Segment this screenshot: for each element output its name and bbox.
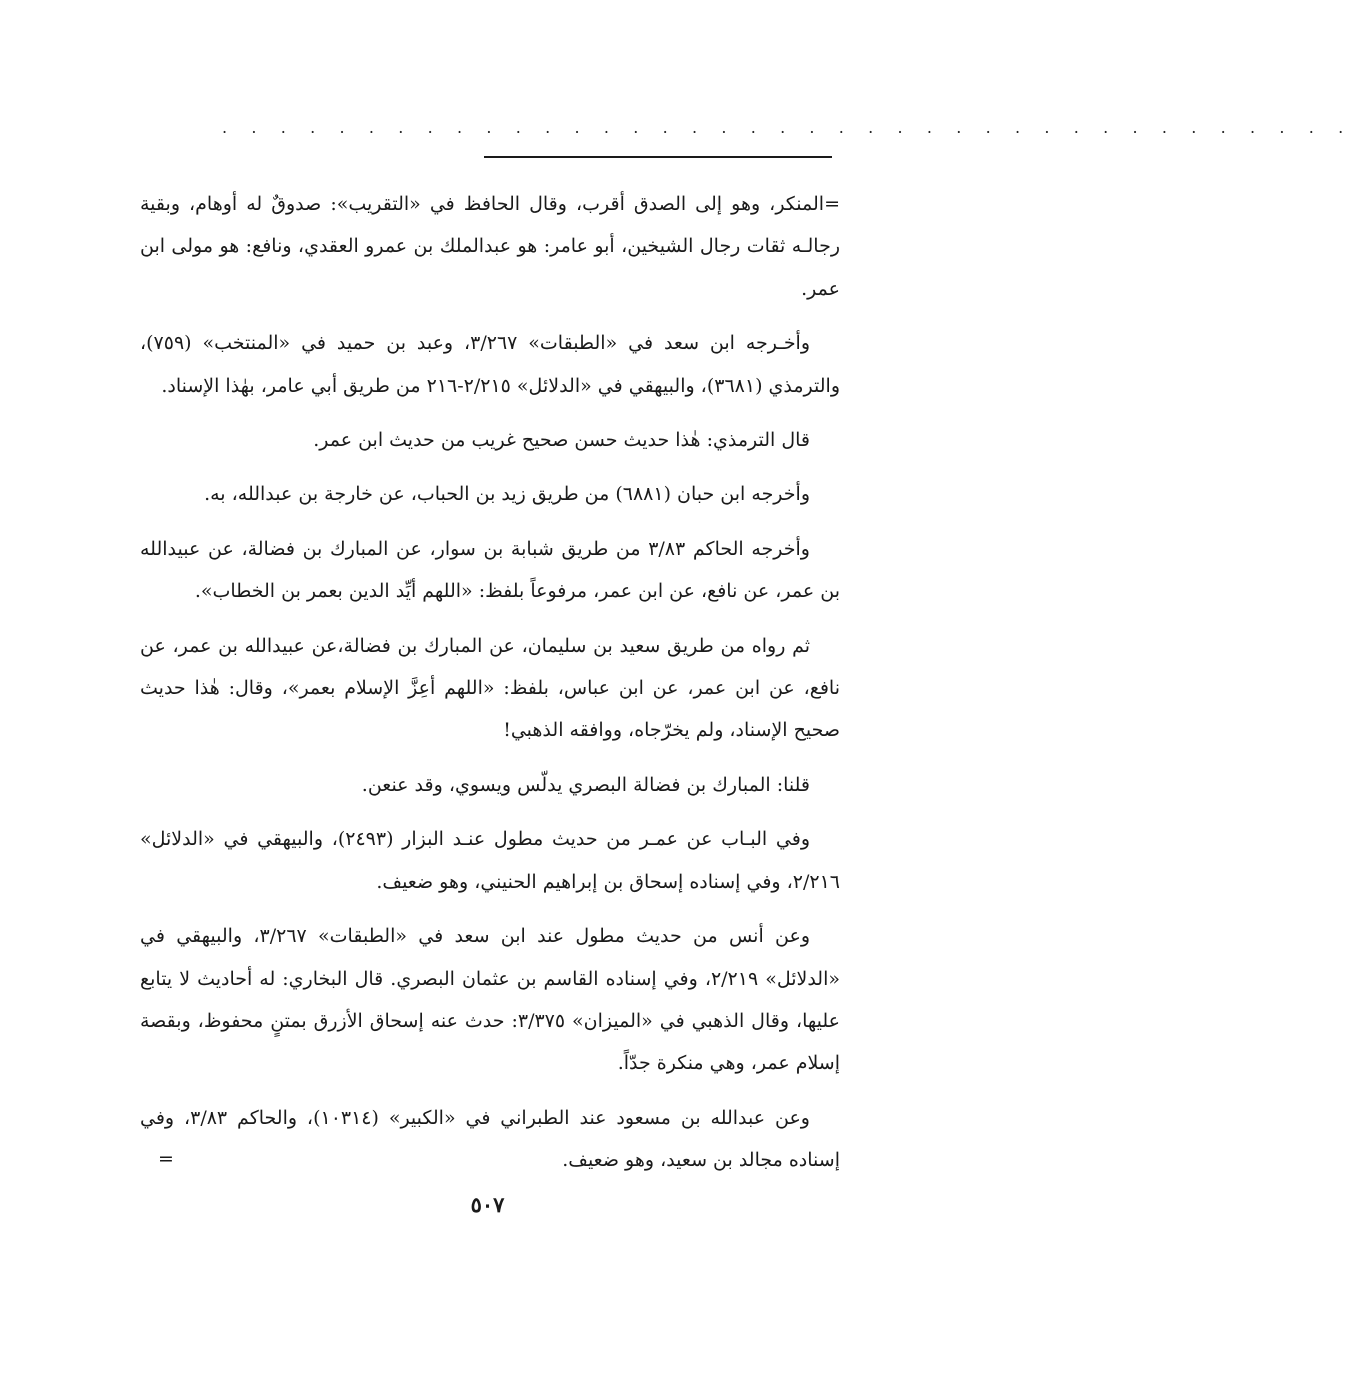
paragraph: قال الترمذي: هٰذا حديث حسن صحيح غريب من حديث ابن عمر. bbox=[313, 429, 810, 452]
paragraph: وأخـرجه ابن سعد في «الطبقات» ٣/٢٦٧، وعبد بن حميد في «المنتخب» (٧٥٩)، والترمذي (٣٦٨١)، والبيهقي في «الدلائل» ٢/٢١٥-٢١٦ من طريق أبي عامر، بهٰذا الإسناد. bbox=[140, 332, 840, 397]
paragraph: وأخرجه ابن حبان (٦٨٨١) من طريق زيد بن الحباب، عن خارجة بن عبدالله، به. bbox=[204, 483, 810, 506]
page-number: ٥٠٧ bbox=[470, 1192, 505, 1217]
separator-dots: . . . . . . . . . . . . . . . . . . . . . . . . . . . . . . . . . . . . . . . bbox=[222, 118, 1353, 137]
paragraph: وأخرجه الحاكم ٣/٨٣ من طريق شبابة بن سوار، عن المبارك بن فضالة، عن عبيدالله بن عمر، عن نافع، عن ابن عمر، مرفوعاً بلفظ: «اللهم أيِّد الدين بعمر بن الخطاب». bbox=[140, 537, 840, 603]
continuation-marker: = bbox=[158, 1148, 174, 1170]
paragraph: وعن أنس من حديث مطول عند ابن سعد في «الطبقات» ٣/٢٦٧، والبيهقي في «الدلائل» ٢/٢١٩، وفي إسناده القاسم بن عثمان البصري. قال البخاري: له أحاديث لا يتابع عليها، وقال الذهبي في «الميزان» ٣/٣٧٥: حدث عنه إسحاق الأزرق بمتنٍ محفوظ، وبقصة إسلام عمر، وهي منكرة جدّاً. bbox=[140, 925, 841, 1075]
paragraph: قلنا: المبارك بن فضالة البصري يدلّس ويسوي، وقد عنعن. bbox=[361, 773, 810, 796]
paragraph: وفي البـاب عن عمـر من حديث مطول عنـد البزار (٢٤٩٣)، والبيهقي في «الدلائل» ٢/٢١٦، وفي إسناده إسحاق بن إبراهيم الحنيني، وهو ضعيف. bbox=[140, 828, 840, 893]
footnote-text bbox=[140, 183, 840, 1194]
footnote-rule bbox=[484, 156, 832, 158]
paragraph: ثم رواه من طريق سعيد بن سليمان، عن المبارك بن فضالة،عن عبيدالله بن عمر، عن نافع، عن ابن عمر، عن ابن عباس، بلفظ: «اللهم أعِزَّ الإسلام بعمر»، وقال: هٰذا حديث صحيح الإسناد، ولم يخرّجاه، ووافقه الذهبي! bbox=[140, 634, 840, 742]
paragraph: =المنكر، وهو إلى الصدق أقرب، وقال الحافظ في «التقريب»: صدوقٌ له أوهام، وبقية رجالـه ثقات رجال الشيخين، أبو عامر: هو عبدالملك بن عمرو العقدي، ونافع: هو مولى ابن عمر. bbox=[140, 193, 840, 300]
paragraph: وعن عبدالله بن مسعود عند الطبراني في «الكبير» (١٠٣١٤)، والحاكم ٣/٨٣، وفي إسناده مجالد بن سعيد، وهو ضعيف. bbox=[140, 1106, 840, 1172]
